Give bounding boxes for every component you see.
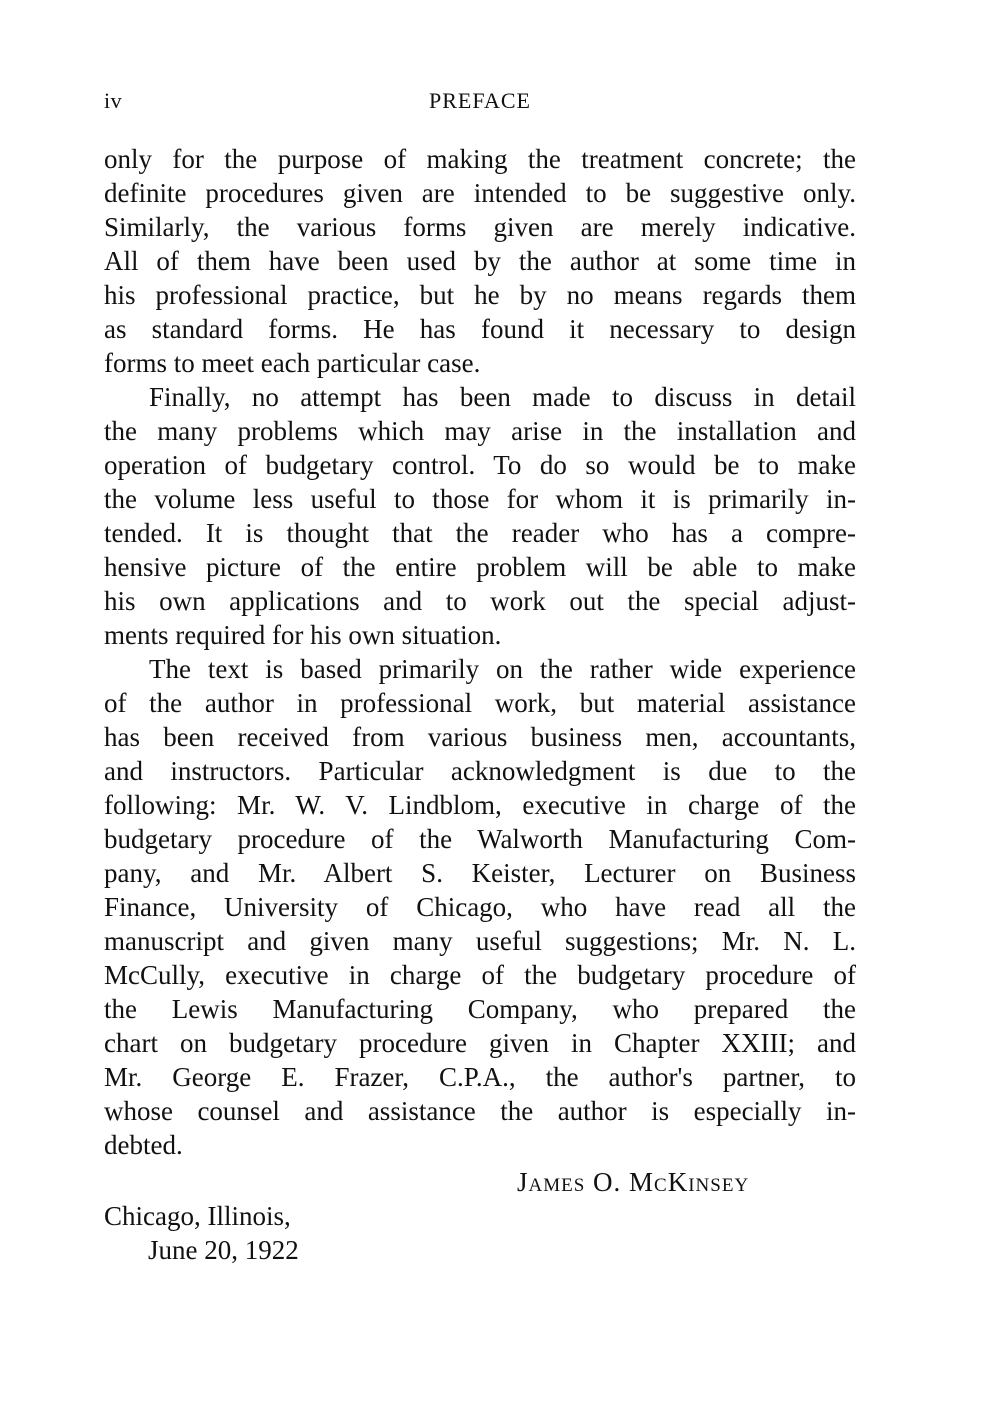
text-line: pany, and Mr. Albert S. Keister, Lecturer on Business [104,858,856,888]
text-line: budgetary procedure of the Walworth Manufacturing Com- [104,824,856,854]
date-line: June 20, 1922 [148,1235,299,1265]
text-line: of the author in professional work, but material assistance [104,688,856,718]
text-line: his own applications and to work out the special adjust- [104,586,856,616]
text-line: manuscript and given many useful suggestions; Mr. N. L. [104,926,856,956]
paragraph-2 [104,380,856,652]
paragraph-1 [104,142,856,380]
text-line: operation of budgetary control. To do so would be to make [104,450,856,480]
text-line: as standard forms. He has found it necessary to design [104,314,856,344]
text-line: McCully, executive in charge of the budgetary procedure of [104,960,856,990]
text-line: only for the purpose of making the treatment concrete; the [104,144,856,174]
text-line: has been received from various business men, accountants, [104,722,856,752]
text-line: The text is based primarily on the rather wide experience [149,654,856,684]
text-line: ments required for his own situation. [104,620,502,650]
page-number: iv [104,88,123,113]
text-line: Finance, University of Chicago, who have read all the [104,892,856,922]
text-line: the Lewis Manufacturing Company, who prepared the [104,994,856,1024]
text-line: Similarly, the various forms given are merely indicative. [104,212,856,242]
text-line: All of them have been used by the author at some time in [104,246,856,276]
text-line: tended. It is thought that the reader who has a compre- [104,518,856,548]
text-line: definite procedures given are intended to be suggestive only. [104,178,856,208]
text-line: Mr. George E. Frazer, C.P.A., the author's partner, to [104,1062,856,1092]
place-line: Chicago, Illinois, [104,1201,291,1231]
preface-body [104,142,856,1162]
text-line: the volume less useful to those for whom it is primarily in- [104,484,856,514]
text-line: Finally, no attempt has been made to discuss in detail [149,382,856,412]
text-line: whose counsel and assistance the author is especially in- [104,1096,856,1126]
page-header [104,88,856,118]
text-line: the many problems which may arise in the installation and [104,416,856,446]
text-line: forms to meet each particular case. [104,348,481,378]
running-title: PREFACE [429,88,531,113]
text-line: chart on budgetary procedure given in Chapter XXIII; and [104,1028,856,1058]
text-line: hensive picture of the entire problem will be able to make [104,552,856,582]
text-line: following: Mr. W. V. Lindblom, executive in charge of the [104,790,856,820]
text-line: debted. [104,1130,183,1160]
text-line: and instructors. Particular acknowledgment is due to the [104,756,856,786]
text-line: his professional practice, but he by no means regards them [104,280,856,310]
author-signature: James O. McKinsey [517,1167,750,1197]
paragraph-3 [104,652,856,1162]
